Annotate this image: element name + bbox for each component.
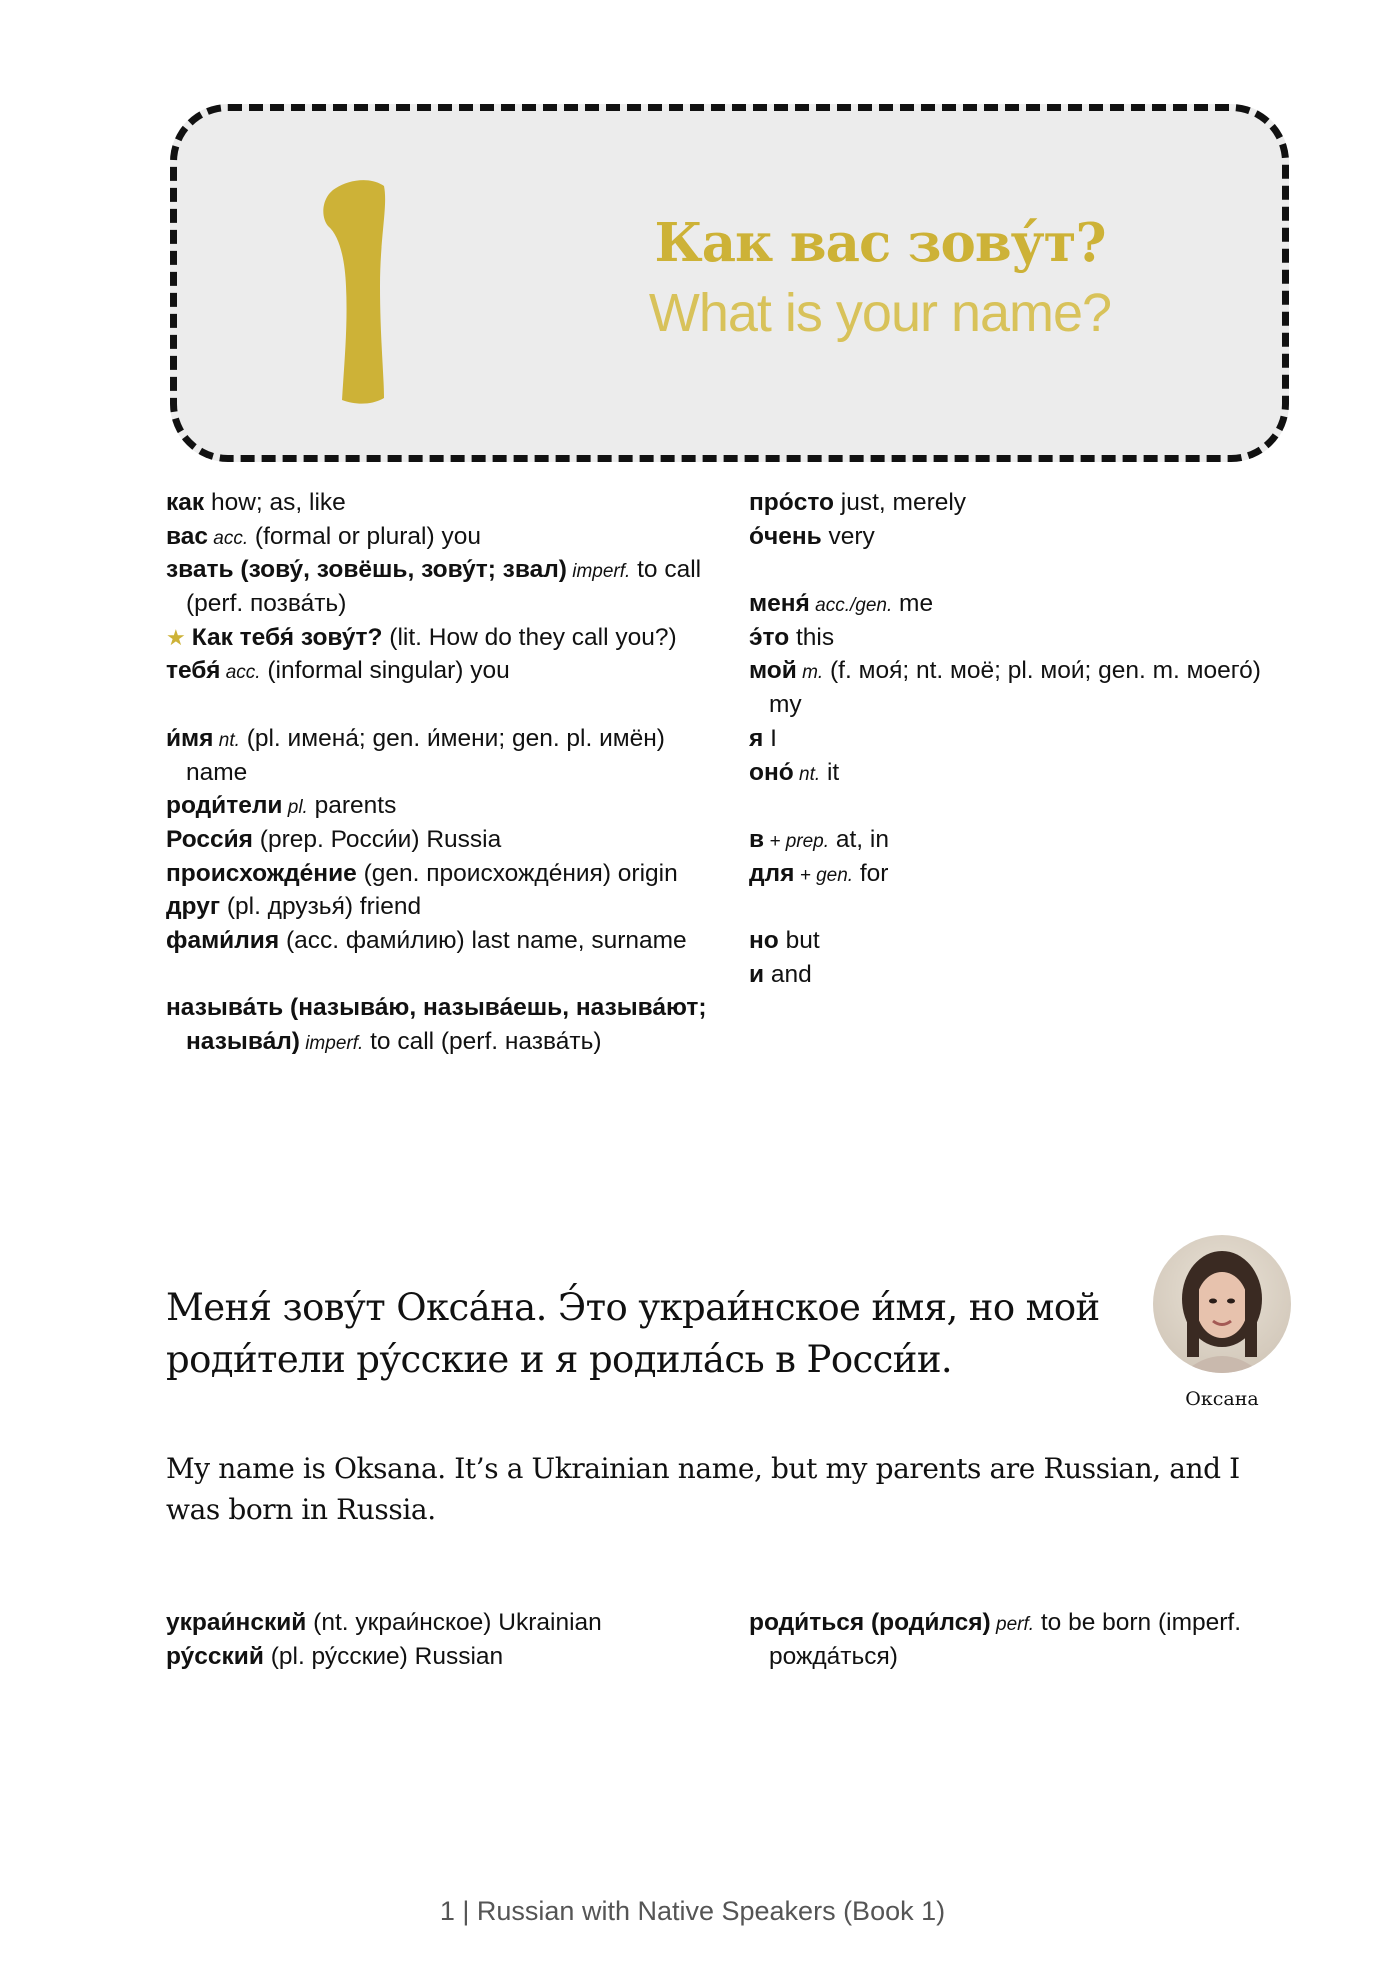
vocab-list-right bbox=[749, 486, 1309, 991]
vocab-entry bbox=[749, 958, 1309, 992]
vocab-entry bbox=[166, 991, 726, 1025]
vocab-headword: мой bbox=[749, 657, 797, 685]
vocab-entry bbox=[749, 520, 1309, 554]
vocab-definition: (lit. How do they call you?) bbox=[382, 623, 677, 651]
vocab-definition: at, in bbox=[829, 825, 889, 853]
vocab-headword: фами́лия bbox=[166, 926, 280, 954]
vocab-entry bbox=[749, 486, 1309, 520]
vocab-definition: very bbox=[821, 522, 875, 550]
vocab-grammar-note: nt. bbox=[793, 763, 821, 785]
vocab-headword: э́то bbox=[749, 623, 790, 651]
vocab-definition: рожда́ться) bbox=[769, 1642, 898, 1670]
vocab-headword: друг bbox=[166, 893, 221, 921]
vocab-entry bbox=[749, 654, 1309, 688]
vocab-headword: называ́л) bbox=[186, 1028, 300, 1055]
vocab-definition: and bbox=[764, 960, 812, 988]
vocab-definition: but bbox=[778, 926, 820, 954]
vocab-entry bbox=[166, 823, 726, 857]
vocab-headword: Как тебя́ зову́т? bbox=[191, 623, 383, 651]
vocab-definition: to call bbox=[630, 556, 702, 584]
vocab-headword: роди́ться (роди́лся) bbox=[749, 1609, 991, 1636]
vocab-entry bbox=[166, 1640, 726, 1674]
vocab-headword: и bbox=[749, 960, 765, 988]
vocab-definition: (gen. происхожде́ния) origin bbox=[356, 859, 678, 887]
vocab-entry bbox=[166, 520, 726, 554]
vocab-headword: роди́тели bbox=[166, 792, 283, 820]
vocab-grammar-note: acc. bbox=[220, 662, 261, 684]
vocab-headword: я bbox=[749, 724, 764, 752]
vocab-definition: I bbox=[763, 724, 777, 752]
page-footer: 1 | Russian with Native Speakers (Book 1) bbox=[439, 1896, 946, 1926]
vocab-entry bbox=[749, 1606, 1309, 1640]
vocab-grammar-note: pl. bbox=[282, 797, 308, 819]
vocab-entry bbox=[749, 857, 1309, 891]
phrase-russian: Меня́ зову́т Окса́на. Э́то украи́нское и́мя, но мой роди́тели ру́сские и я родила́сь в Росси́и. bbox=[166, 1286, 1100, 1381]
vocab-definition: my bbox=[769, 691, 802, 719]
vocab-spacer bbox=[166, 958, 726, 992]
vocab-headword: о́чень bbox=[749, 522, 822, 550]
vocab-definition: (perf. позва́ть) bbox=[186, 590, 347, 618]
vocab-headword: тебя́ bbox=[166, 657, 221, 685]
vocab-headword: Росси́я bbox=[166, 825, 253, 853]
vocab-grammar-note: + gen. bbox=[794, 864, 854, 886]
chapter-number-graphic bbox=[318, 176, 390, 406]
vocab-entry bbox=[749, 756, 1309, 790]
vocab-definition: me bbox=[892, 590, 934, 618]
vocab-grammar-note: imperf. bbox=[566, 561, 631, 583]
phrase-english: My name is Oksana. It’s a Ukrainian name, but my parents are Russian, and I was born in Russia. bbox=[166, 1452, 1240, 1526]
vocab-headword: происхожде́ние bbox=[166, 859, 357, 887]
vocab-headword: в bbox=[749, 825, 765, 853]
vocab-entry bbox=[749, 823, 1309, 857]
vocab-grammar-note: acc./gen. bbox=[809, 595, 893, 617]
chapter-title-ru: Как вас зову́т? bbox=[654, 212, 1106, 274]
vocab-headword: но bbox=[749, 926, 779, 954]
vocab-headword: и́мя bbox=[166, 724, 214, 752]
vocab-spacer bbox=[166, 688, 726, 722]
vocab-entry bbox=[166, 621, 726, 655]
vocab-definition: (formal or plural) you bbox=[248, 522, 481, 550]
vocab-entry bbox=[749, 688, 1309, 722]
vocab-definition: (f. моя́; nt. моё; pl. мои́; gen. m. моего́) bbox=[823, 657, 1261, 685]
vocab-definition: this bbox=[789, 623, 835, 651]
vocab-entry bbox=[166, 553, 726, 587]
vocab-entry bbox=[166, 857, 726, 891]
vocab-spacer bbox=[749, 553, 1309, 587]
vocab-definition: name bbox=[186, 758, 248, 786]
speaker-name: Оксана bbox=[1185, 1388, 1259, 1410]
vocab-entry bbox=[166, 890, 726, 924]
vocab-entry bbox=[166, 722, 726, 756]
vocab-headword: для bbox=[749, 859, 795, 887]
vocab-headword: про́сто bbox=[749, 489, 834, 516]
vocab-definition: parents bbox=[307, 792, 397, 820]
vocab-entry bbox=[166, 1606, 726, 1640]
vocab-entry bbox=[749, 587, 1309, 621]
vocab-headword: оно́ bbox=[749, 758, 794, 786]
vocab-headword: украи́нский bbox=[166, 1609, 307, 1636]
vocab-definition: (informal singular) you bbox=[260, 657, 510, 685]
vocab-headword: называ́ть (называ́ю, называ́ешь, называ́ют; bbox=[166, 994, 707, 1022]
vocab-definition: for bbox=[853, 859, 889, 887]
vocab-grammar-note: acc. bbox=[208, 527, 249, 549]
vocab-definition: just, merely bbox=[834, 489, 967, 516]
vocab-definition: to be born (imperf. bbox=[1034, 1609, 1242, 1636]
vocab-definition: (prep. Росси́и) Russia bbox=[252, 825, 502, 853]
vocab-list-2-right bbox=[749, 1606, 1309, 1673]
vocab-definition: to call (perf. назва́ть) bbox=[363, 1028, 602, 1055]
vocab-definition: (pl. ру́сские) Russian bbox=[263, 1642, 504, 1670]
vocab-entry bbox=[166, 756, 726, 790]
vocab-definition: it bbox=[820, 758, 840, 786]
vocab-grammar-note: m. bbox=[796, 662, 824, 684]
vocab-list-2-left bbox=[166, 1606, 726, 1673]
vocab-list-left bbox=[166, 486, 726, 1059]
vocab-grammar-note: perf. bbox=[990, 1614, 1035, 1635]
vocab-grammar-note: imperf. bbox=[299, 1033, 364, 1054]
vocab-definition: (nt. украи́нское) Ukrainian bbox=[306, 1609, 602, 1636]
vocab-headword: как bbox=[166, 489, 205, 516]
vocab-spacer bbox=[749, 789, 1309, 823]
vocab-entry bbox=[749, 924, 1309, 958]
vocab-headword: меня́ bbox=[749, 590, 810, 618]
vocab-entry bbox=[749, 621, 1309, 655]
vocab-entry bbox=[166, 924, 726, 958]
vocab-entry bbox=[166, 789, 726, 823]
vocab-entry bbox=[166, 486, 726, 520]
vocab-grammar-note: nt. bbox=[213, 729, 240, 751]
vocab-headword: звать (зову́, зовёшь, зову́т; звал) bbox=[166, 556, 567, 584]
vocab-entry bbox=[166, 587, 726, 621]
vocab-spacer bbox=[749, 890, 1309, 924]
vocab-headword: вас bbox=[166, 522, 208, 550]
vocab-entry bbox=[749, 1640, 1309, 1674]
speaker-avatar bbox=[1153, 1235, 1291, 1373]
vocab-entry bbox=[749, 722, 1309, 756]
star-icon: ★ bbox=[166, 624, 186, 650]
vocab-entry bbox=[166, 654, 726, 688]
vocab-definition: how; as, like bbox=[204, 489, 346, 516]
chapter-title-en: What is your name? bbox=[648, 283, 1112, 343]
vocab-definition: (pl. друзья́) friend bbox=[220, 893, 422, 921]
vocab-definition: (acc. фами́лию) last name, surname bbox=[279, 926, 687, 954]
vocab-headword: ру́сский bbox=[166, 1642, 264, 1670]
vocab-grammar-note: + prep. bbox=[764, 830, 830, 852]
vocab-entry bbox=[166, 1025, 726, 1059]
vocab-definition: (pl. имена́; gen. и́мени; gen. pl. имён) bbox=[239, 724, 665, 752]
